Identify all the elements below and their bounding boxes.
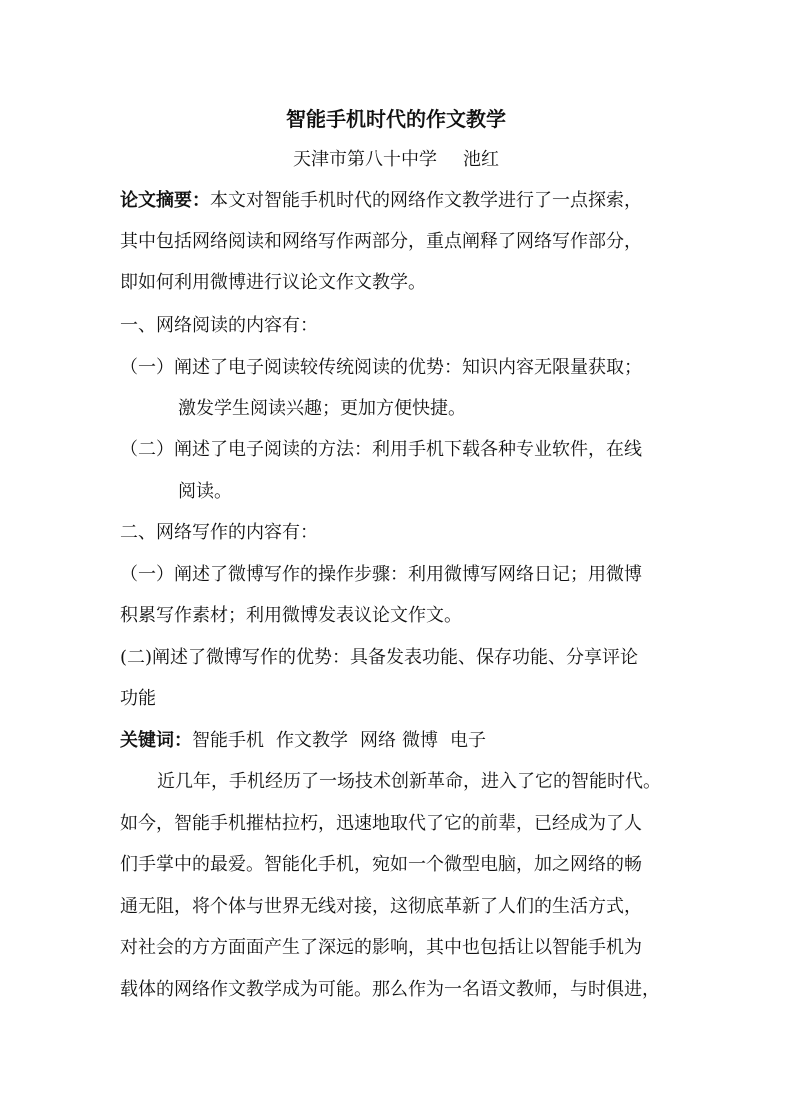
keyword: 智能手机 bbox=[192, 730, 264, 751]
abstract-text: 本文对智能手机时代的网络作文教学进行了一点探索， bbox=[210, 190, 642, 211]
author-name: 池红 bbox=[463, 149, 499, 170]
keyword: 网络 bbox=[360, 730, 396, 751]
abstract-label: 论文摘要： bbox=[120, 190, 210, 211]
body-line-2: 如今，智能手机摧枯拉朽，迅速地取代了它的前辈，已经成为了人 bbox=[120, 813, 642, 834]
page-title: 智能手机时代的作文教学 bbox=[286, 107, 506, 131]
section1-item1-line1: （一）阐述了电子阅读较传统阅读的优势：知识内容无限量获取； bbox=[120, 357, 642, 378]
section2-heading: 二、网络写作的内容有： bbox=[120, 522, 318, 543]
keyword: 电子 bbox=[450, 730, 486, 751]
keyword: 作文教学 bbox=[276, 730, 348, 751]
abstract-line-3: 即如何利用微博进行议论文作文教学。 bbox=[120, 272, 426, 293]
author-school: 天津市第八十中学 bbox=[293, 149, 437, 170]
keywords-label: 关键词： bbox=[120, 730, 192, 751]
section1-item1-line2: 激发学生阅读兴趣；更加方便快捷。 bbox=[178, 398, 466, 419]
section1-heading: 一、网络阅读的内容有： bbox=[120, 315, 318, 336]
section2-item2-line2: 功能 bbox=[120, 688, 156, 709]
body-line-4: 通无阻，将个体与世界无线对接，这彻底革新了人们的生活方式， bbox=[120, 896, 642, 917]
author-line bbox=[0, 148, 792, 172]
keyword: 微博 bbox=[402, 730, 438, 751]
section1-item2-line2: 阅读。 bbox=[178, 481, 232, 502]
abstract-line-2: 其中包括网络阅读和网络写作两部分，重点阐释了网络写作部分， bbox=[120, 231, 642, 252]
body-line-3: 们手掌中的最爱。智能化手机，宛如一个微型电脑，加之网络的畅 bbox=[120, 854, 642, 875]
body-line-5: 对社会的方方面面产生了深远的影响，其中也包括让以智能手机为 bbox=[120, 937, 642, 958]
section2-item1-line2: 积累写作素材；利用微博发表议论文作文。 bbox=[120, 605, 462, 626]
abstract-line-1 bbox=[120, 189, 642, 213]
keywords-line bbox=[120, 729, 486, 753]
body-line-6: 载体的网络作文教学成为可能。那么作为一名语文教师，与时俱进， bbox=[120, 979, 660, 1000]
section2-item2-line1: (二)阐述了微博写作的优势：具备发表功能、保存功能、分享评论 bbox=[120, 647, 639, 668]
section2-item1-line1: （一）阐述了微博写作的操作步骤：利用微博写网络日记；用微博 bbox=[120, 564, 642, 585]
body-line-1: 近几年，手机经历了一场技术创新革命，进入了它的智能时代。 bbox=[157, 771, 661, 792]
section1-item2-line1: （二）阐述了电子阅读的方法：利用手机下载各种专业软件，在线 bbox=[120, 439, 642, 460]
